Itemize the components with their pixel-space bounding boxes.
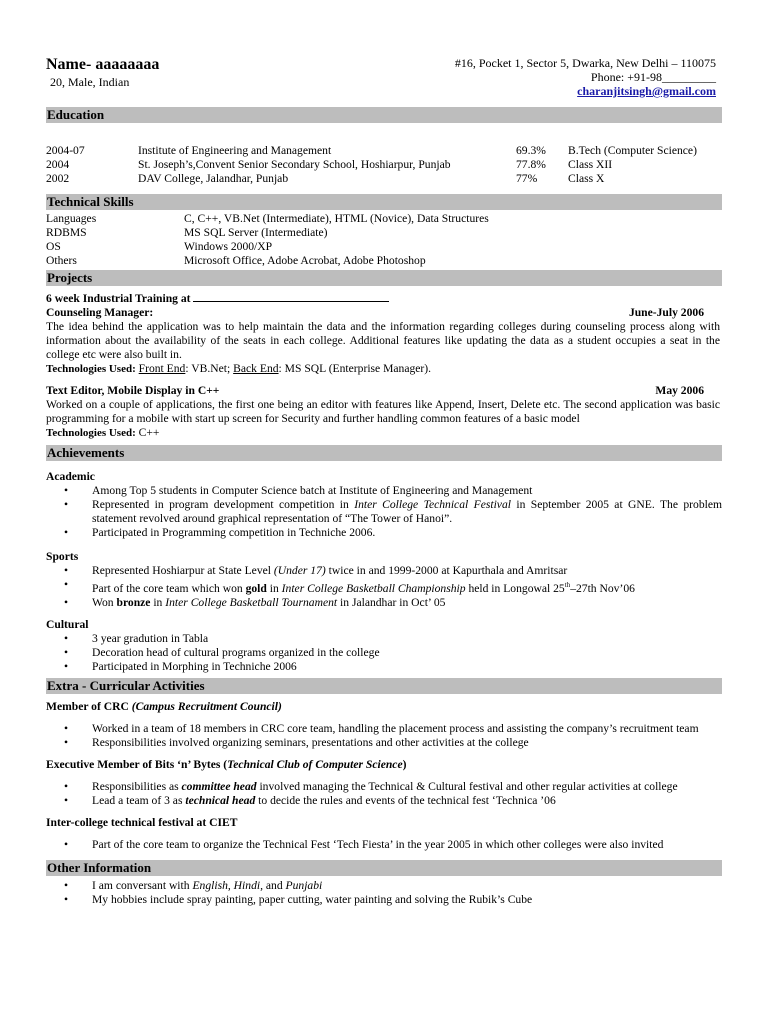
back-end-value: : MS SQL (Enterprise Manager). xyxy=(278,362,432,375)
list-item-text: twice in and 1999-2000 at Kapurthala and Amritsar xyxy=(325,564,568,577)
bits-heading-italic: Technical Club of Computer Science xyxy=(227,757,403,771)
bits-heading-text: ) xyxy=(402,757,407,771)
crc-heading xyxy=(46,700,722,714)
contact-block xyxy=(455,56,716,98)
edu-score: 69.3% xyxy=(516,144,546,157)
other-list xyxy=(46,879,722,907)
edu-degree: Class XII xyxy=(568,158,613,171)
front-end-label: Front End xyxy=(138,362,186,375)
ciet-list xyxy=(46,838,722,852)
cultural-heading: Cultural xyxy=(46,617,89,631)
crc-list xyxy=(46,722,722,750)
resume-header xyxy=(46,55,722,105)
address: #16, Pocket 1, Sector 5, Dwarka, New Delhi – 110075 xyxy=(454,56,716,70)
edu-year: 2004-07 xyxy=(46,144,85,157)
list-item xyxy=(46,893,722,907)
academic-heading: Academic xyxy=(46,470,95,483)
project-1-title xyxy=(46,291,722,306)
blank-line xyxy=(193,291,389,302)
crc-heading-text: Member of CRC xyxy=(46,699,132,713)
project-1-description: The idea behind the application was to help maintain the data and the information regarding colleges during counseling process along with information about the availability of the seats in each college. Additional features like updating the data as a student occupies a seat in the college etc were also built in. xyxy=(46,320,720,361)
list-item-text: Participated in Morphing in Techniche 2006 xyxy=(92,659,297,673)
list-item-text: to decide the rules and events of the technical fest ‘Technica ’06 xyxy=(255,793,556,807)
list-item-text: Represented in program development competition in xyxy=(92,498,355,511)
edu-degree: B.Tech (Computer Science) xyxy=(568,144,697,157)
skill-value: C, C++, VB.Net (Intermediate), HTML (Novice), Data Structures xyxy=(184,212,489,225)
list-item-text: Participated in Programming competition in Techniche 2006. xyxy=(92,526,376,539)
back-end-label: Back End xyxy=(233,362,279,375)
list-item-bold-italic: technical head xyxy=(185,793,256,807)
section-extra-curricular: Extra - Curricular Activities xyxy=(46,678,722,694)
tech-label: Technologies Used: xyxy=(46,363,136,375)
skill-value: Windows 2000/XP xyxy=(184,240,273,253)
project-1 xyxy=(46,291,722,376)
list-item-text: Part of the core team to organize the Technical Fest ‘Tech Fiesta’ in the year 2005 in which other colleges were also invited xyxy=(92,837,664,851)
list-item-italic: Inter College Basketball Championship xyxy=(281,581,466,595)
project-2-date: May 2006 xyxy=(655,384,704,397)
list-item-italic: (Under 17) xyxy=(273,564,326,577)
skill-label: Languages xyxy=(46,212,97,225)
list-item xyxy=(46,484,722,498)
project-1-tech xyxy=(46,362,722,376)
skill-value: MS SQL Server (Intermediate) xyxy=(184,226,328,239)
list-item-bold: gold xyxy=(245,581,267,595)
sports-heading: Sports xyxy=(46,550,79,563)
list-item xyxy=(46,736,722,750)
list-item-text: Part of the core team which won xyxy=(92,581,246,595)
candidate-details: 20, Male, Indian xyxy=(50,75,130,89)
list-item-text: in xyxy=(150,595,166,609)
list-item-text: Responsibilities as xyxy=(92,779,182,793)
section-technical-skills: Technical Skills xyxy=(46,194,722,210)
list-item-text: 3 year gradution in Tabla xyxy=(92,631,209,645)
edu-year: 2004 xyxy=(46,158,70,171)
edu-year: 2002 xyxy=(46,172,70,185)
list-item-bold: bronze xyxy=(116,595,151,609)
section-achievements: Achievements xyxy=(46,445,722,461)
project-2-description: Worked on a couple of applications, the first one being an editor with features like Append, Insert, Delete etc. The second application was basic programming for a mobile with start up screen for Security and further handling common features of a basic model xyxy=(46,398,720,425)
skill-label: RDBMS xyxy=(46,226,87,239)
list-item-text: –27th Nov’06 xyxy=(570,581,635,595)
list-item xyxy=(46,646,722,660)
edu-degree: Class X xyxy=(568,172,605,185)
edu-school: Institute of Engineering and Management xyxy=(138,144,332,157)
edu-school: St. Joseph’s,Convent Senior Secondary School, Hoshiarpur, Punjab xyxy=(138,158,451,171)
project-2-title: Text Editor, Mobile Display in C++ xyxy=(46,384,220,397)
project-2-tech xyxy=(46,426,722,440)
education-row xyxy=(46,144,722,158)
project-1-role-row xyxy=(46,306,722,320)
list-item-text: I am conversant with xyxy=(92,878,193,892)
list-item xyxy=(46,879,722,893)
phone: Phone: +91-98_________ xyxy=(590,70,716,84)
list-item-text: Among Top 5 students in Computer Science batch at Institute of Engineering and Management xyxy=(92,484,533,497)
project-1-role: Counseling Manager: xyxy=(46,306,154,319)
list-item-text: Responsibilities involved organizing seminars, presentations and other activities at the college xyxy=(92,735,529,749)
bits-bytes-heading xyxy=(46,758,722,772)
list-item xyxy=(46,722,722,736)
list-item-text: involved managing the Technical & Cultural festival and other regular activities at college xyxy=(256,779,678,793)
list-item-text: in xyxy=(266,581,282,595)
list-item-text: My hobbies include spray painting, paper cutting, water painting and solving the Rubik’s Cube xyxy=(92,892,533,906)
list-item-italic: Inter College Technical Festival xyxy=(354,498,511,511)
sports-list xyxy=(46,564,722,610)
skill-row xyxy=(46,226,722,240)
section-other-information: Other Information xyxy=(46,860,722,876)
list-item-italic: English, Hindi, xyxy=(192,878,263,892)
list-item xyxy=(46,780,722,794)
skill-row xyxy=(46,254,722,268)
education-row xyxy=(46,158,722,172)
education-row xyxy=(46,172,722,186)
list-item xyxy=(46,794,722,808)
list-item-text: in September 2005 at GNE. The problem statement revolved around graphical representation of “The Tower of Hanoi”. xyxy=(92,498,722,525)
cultural-list xyxy=(46,632,722,674)
section-education: Education xyxy=(46,107,722,123)
list-item-text: in Jalandhar in Oct’ 05 xyxy=(337,595,446,609)
list-item xyxy=(46,578,722,596)
project-2 xyxy=(46,384,722,440)
skill-row xyxy=(46,240,722,254)
resume-page xyxy=(46,52,722,907)
edu-school: DAV College, Jalandhar, Punjab xyxy=(138,172,289,185)
list-item-text: Decoration head of cultural programs organized in the college xyxy=(92,645,380,659)
academic-list xyxy=(46,484,722,540)
edu-score: 77% xyxy=(516,172,538,185)
ciet-heading: Inter-college technical festival at CIET xyxy=(46,815,238,829)
skills-table xyxy=(46,212,722,268)
list-item xyxy=(46,632,722,646)
list-item-italic: Inter College Basketball Tournament xyxy=(165,595,338,609)
skill-label: Others xyxy=(46,254,77,267)
section-projects: Projects xyxy=(46,270,722,286)
list-item xyxy=(46,526,722,540)
skill-label: OS xyxy=(46,240,61,253)
list-item-text: Lead a team of 3 as xyxy=(92,793,186,807)
list-item-text: Worked in a team of 18 members in CRC core team, handling the placement process and assisting the company’s recruitment team xyxy=(92,721,699,735)
list-item xyxy=(46,838,722,852)
tech-label: Technologies Used: xyxy=(46,427,136,439)
project-1-date: June-July 2006 xyxy=(628,306,704,319)
list-item-text: Won xyxy=(92,595,117,609)
list-item-text: Represented Hoshiarpur at State Level xyxy=(92,564,274,577)
email-link[interactable]: charanjitsingh@gmail.com xyxy=(577,84,716,98)
list-item xyxy=(46,564,722,578)
crc-heading-italic: (Campus Recruitment Council) xyxy=(131,699,282,713)
list-item-text: held in Longowal 25 xyxy=(465,581,565,595)
list-item xyxy=(46,498,722,526)
list-item xyxy=(46,596,722,610)
bits-list xyxy=(46,780,722,808)
list-item-italic: Punjabi xyxy=(285,878,323,892)
edu-score: 77.8% xyxy=(516,158,546,171)
candidate-name: Name- aaaaaaaa xyxy=(46,56,160,73)
project-2-tech-value: C++ xyxy=(135,426,160,439)
list-item-text: and xyxy=(262,878,286,892)
superscript: th xyxy=(564,581,571,589)
list-item-bold-italic: committee head xyxy=(181,779,257,793)
education-table xyxy=(46,144,722,186)
bits-heading-text: Executive Member of Bits ‘n’ Bytes ( xyxy=(46,757,228,771)
skill-row xyxy=(46,212,722,226)
project-1-title-text: 6 week Industrial Training at xyxy=(46,292,191,305)
front-end-value: : VB.Net; xyxy=(185,362,231,375)
skill-value: Microsoft Office, Adobe Acrobat, Adobe Photoshop xyxy=(184,254,426,267)
list-item xyxy=(46,660,722,674)
project-2-title-row xyxy=(46,384,722,398)
